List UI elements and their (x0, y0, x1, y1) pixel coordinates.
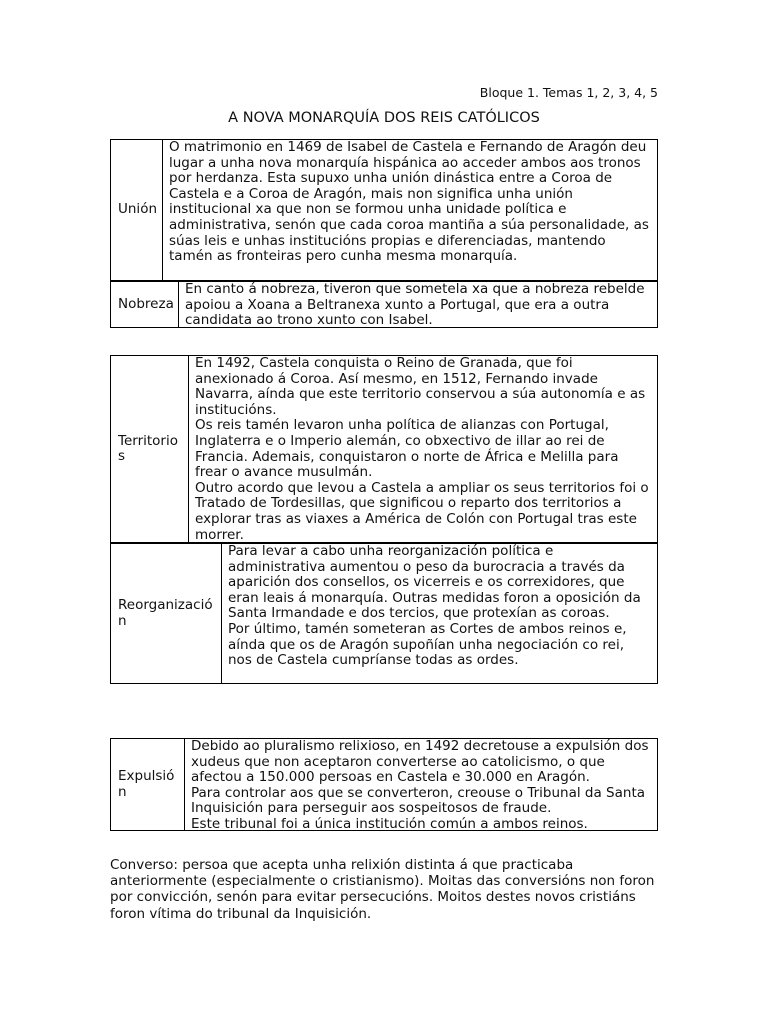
section-label-nobreza: Nobreza (111, 282, 179, 327)
section-label-territorios: Territorios (111, 356, 189, 542)
paragraph: En 1492, Castela conquista o Reino de Granada, que foi anexionado á Coroa. Así mesmo, en 1512, Fernando invade Navarra, aínda que este territorio conservou a súa autonomía e as institucións. (195, 356, 646, 418)
section-label-union: Unión (111, 140, 163, 280)
section-nobreza (110, 281, 658, 328)
section-text-reorganizacion (222, 544, 657, 683)
page-title: A NOVA MONARQUÍA DOS REIS CATÓLICOS (228, 110, 540, 126)
section-text-expulsion (185, 739, 657, 830)
section-reorganizacion (110, 543, 658, 684)
paragraph: En canto á nobreza, tiveron que sometela xa que a nobreza rebelde apoiou a Xoana a Beltranexa xunto a Portugal, que era a outra candidata ao trono xunto con Isabel. (185, 282, 645, 327)
section-text-territorios (189, 356, 657, 542)
converso-note: Converso: persoa que acepta unha relixión distinta á que practicaba anteriormente (especialmente o cristianismo). Moitas das conversións non foron por convicción, senón para evitar persecucións. Moitos destes novos cristiáns foron vítima do tribunal da Inquisición. (110, 857, 655, 922)
paragraph: Para controlar aos que se converteron, creouse o Tribunal da Santa Inquisición para perseguir aos sospeitosos de fraude. (191, 784, 646, 817)
paragraph: Este tribunal foi a única institución común a ambos reinos. (191, 815, 588, 830)
section-label-reorganizacion: Reorganización (111, 544, 222, 683)
section-text-nobreza (179, 282, 657, 327)
paragraph: Outro acordo que levou a Castela a ampliar os seus territorios foi o Tratado de Tordesillas, que significou o reparto dos territorios a explorar tras as viaxes a América de Colón con Portugal tras este morrer. (195, 479, 649, 542)
section-union (110, 139, 658, 281)
paragraph: Para levar a cabo unha reorganización política e administrativa aumentou o peso da burocracia a través da aparición dos consellos, os vicerreis e os correxidores, que eran leais á monarquía. Outras medidas foron a oposición da Santa Irmandade e dos tercios, que protexían as coroas. (228, 544, 641, 622)
paragraph: Por último, tamén someteran as Cortes de ambos reinos e, aínda que os de Aragón supoñían unha negociación co rei, nos de Castela cumpríanse todas as ordes. (228, 620, 627, 669)
paragraph: O matrimonio en 1469 de Isabel de Castela e Fernando de Aragón deu lugar a unha nova monarquía hispánica ao acceder ambos aos tronos por herdanza. Esta supuxo unha unión dinástica entre a Coroa de Castela e a Coroa de Aragón, mais non significa unha unión institucional xa que non se formou unha unidade política e administrativa, senón que cada coroa mantiña a súa personalidade, as súas leis e unhas institucións propias e diferenciadas, mantendo tamén as fronteiras pero cunha mesma monarquía. (169, 140, 649, 265)
section-territorios (110, 355, 658, 543)
paragraph: Debido ao pluralismo relixioso, en 1492 decretouse a expulsión dos xudeus que non aceptaron converterse ao catolicismo, o que afectou a 150.000 persoas en Castela e 30.000 en Aragón. (191, 739, 649, 786)
section-text-union (163, 140, 657, 280)
paragraph: Os reis tamén levaron unha política de alianzas con Portugal, Inglaterra e o Imperio alemán, co obxectivo de illar ao rei de Francia. Ademais, conquistaron o norte de África e Melilla para frear o avance musulmán. (195, 417, 619, 481)
block-reference: Bloque 1. Temas 1, 2, 3, 4, 5 (479, 85, 658, 100)
section-expulsion (110, 738, 658, 831)
section-label-expulsion: Expulsión (111, 739, 185, 830)
